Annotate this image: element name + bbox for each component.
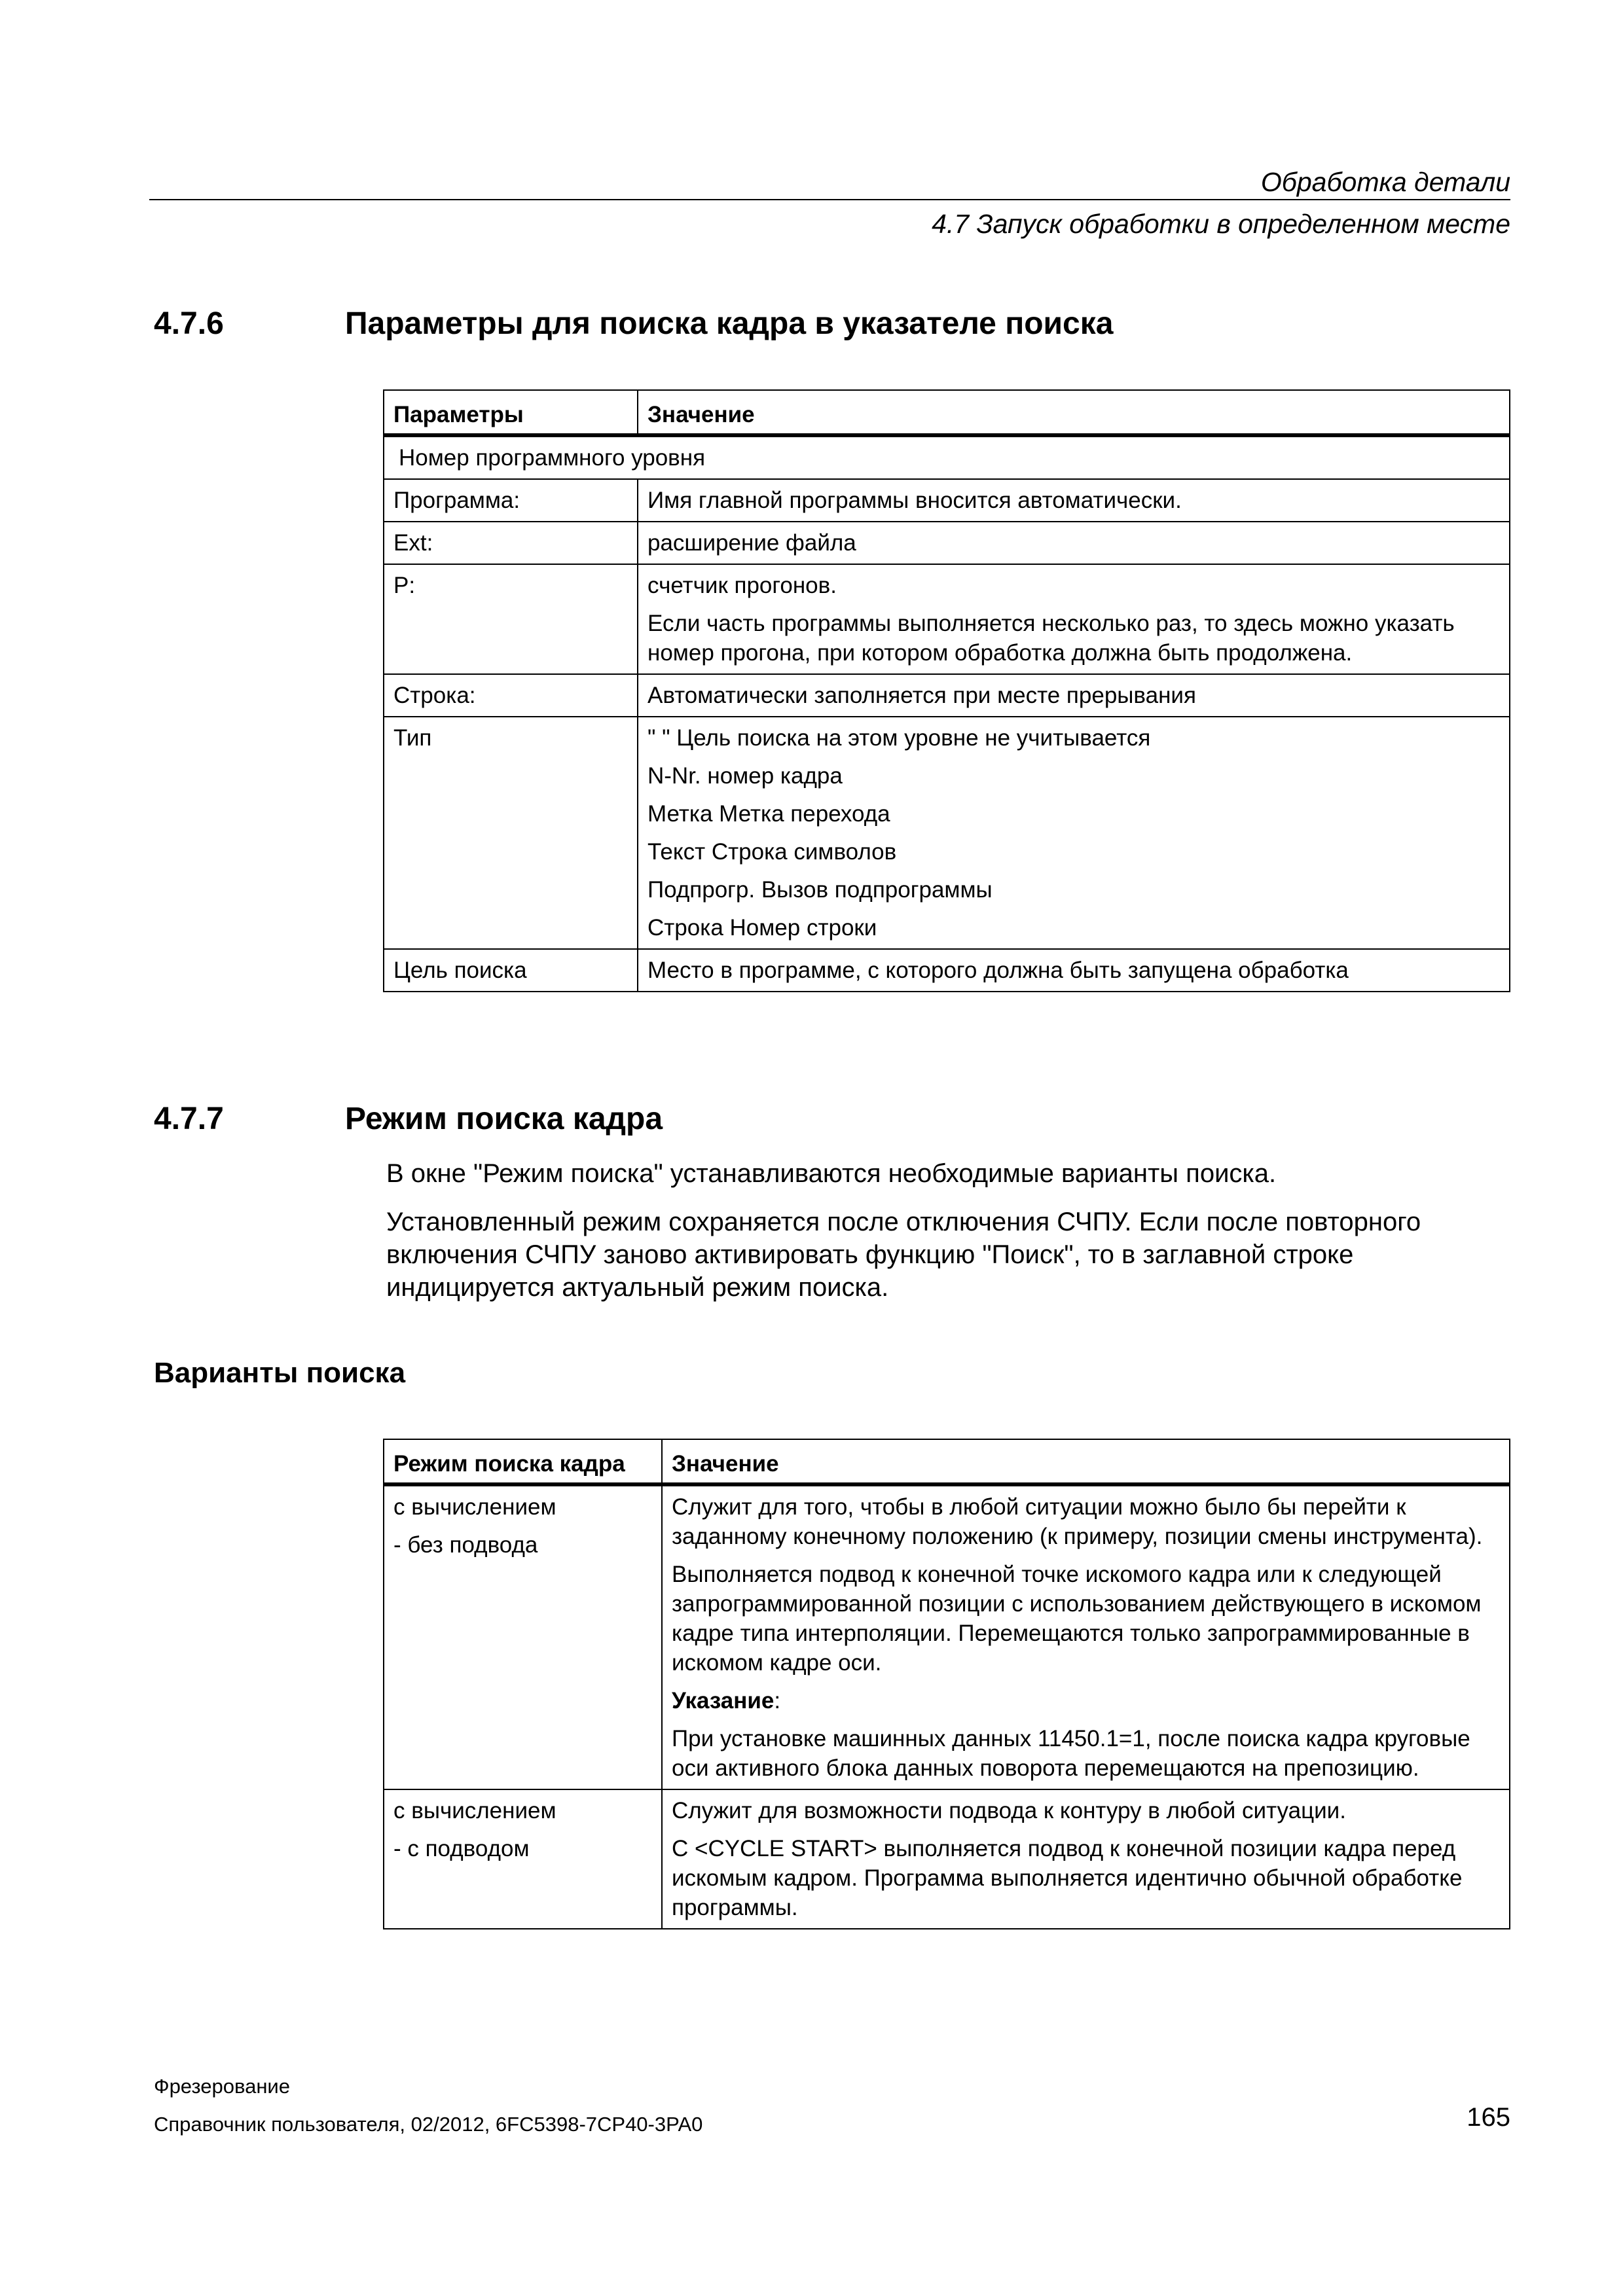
value-cell [638,674,1510,717]
value-cell [638,949,1510,992]
paragraph: В окне "Режим поиска" устанавливаются необходимые варианты поиска. [386,1159,1277,1188]
table-row [384,674,1510,717]
column-header-value: Значение [662,1439,1510,1484]
param-cell: P: [384,564,638,674]
table-row [384,1484,1510,1789]
mode-cell [384,1789,662,1929]
note-colon: : [774,1688,781,1713]
table-row [384,522,1510,564]
table-row [384,1789,1510,1929]
value-line: Текст Строка символов [647,839,897,865]
search-modes-table [383,1439,1510,1929]
paragraph: Установленный режим сохраняется после отключения СЧПУ. Если после повторного включения СЧПУ заново активировать функцию "Поиск", то в заглавной строке индицируется актуальный режим поиска. [386,1208,1421,1302]
value-cell [638,564,1510,674]
footer-product: Фрезерование [154,2075,290,2098]
value-line: Выполняется подвод к конечной точке искомого кадра или к следующей запрограммированной позиции с использованием действующего в искомом кадре типа интерполяции. Перемещаются только запрограммированные в искомом кадре оси. [672,1562,1482,1676]
value-line: Место в программе, с которого должна быть запущена обработка [647,958,1349,983]
column-header-parameters: Параметры [384,390,638,435]
note-line [672,1686,1500,1715]
mode-line: с вычислением [393,1494,556,1520]
section-477-body [386,1157,1512,1319]
table-row [384,949,1510,992]
column-header-value: Значение [638,390,1510,435]
page-number: 165 [1467,2103,1510,2132]
header-rule [149,199,1510,200]
param-cell: Программа: [384,479,638,522]
param-cell: Цель поиска [384,949,638,992]
parameters-table [383,389,1510,992]
table-row [384,479,1510,522]
value-line: " " Цель поиска на этом уровне не учитывается [647,725,1151,751]
value-cell [662,1484,1510,1789]
mode-line: - без подвода [393,1532,538,1558]
param-cell: Ext: [384,522,638,564]
param-cell: Строка: [384,674,638,717]
table-row [384,435,1510,479]
column-header-mode: Режим поиска кадра [384,1439,662,1484]
table-header-row [384,1439,1510,1484]
section-title: Параметры для поиска кадра в указателе поиска [345,306,1114,341]
note-text: При установке машинных данных 11450.1=1, после поиска кадра круговые оси активного блока данных поворота перемещаются на препозицию. [672,1726,1470,1781]
section-number: 4.7.6 [154,306,224,341]
value-line: Подпрогр. Вызов подпрограммы [647,877,993,903]
value-line: Служит для возможности подвода к контуру в любой ситуации. [672,1798,1346,1823]
value-line: Метка Метка перехода [647,801,890,827]
value-line: N-Nr. номер кадра [647,763,843,789]
value-cell [662,1789,1510,1929]
program-level-row: Номер программного уровня [384,435,1510,479]
mode-line: с вычислением [393,1798,556,1823]
footer-document: Справочник пользователя, 02/2012, 6FC5398-7CP40-3PA0 [154,2113,703,2136]
section-number: 4.7.7 [154,1102,224,1136]
table-row [384,717,1510,949]
mode-cell [384,1484,662,1789]
note-label: Указание [672,1688,775,1713]
value-line: Автоматически заполняется при месте прерывания [647,683,1196,708]
value-line: Если часть программы выполняется несколько раз, то здесь можно указать номер прогона, при котором обработка должна быть продолжена. [647,611,1455,666]
variants-heading: Варианты поиска [154,1357,406,1389]
running-header-chapter: Обработка детали [1260,167,1510,197]
value-line: расширение файла [647,530,856,556]
running-header-section: 4.7 Запуск обработки в определенном месте [932,209,1510,239]
value-line: счетчик прогонов. [647,573,837,598]
value-line: Имя главной программы вносится автоматически. [647,488,1182,513]
value-cell [638,479,1510,522]
value-line: Служит для того, чтобы в любой ситуации можно было бы перейти к заданному конечному положению (к примеру, позиции смены инструмента). [672,1494,1483,1549]
param-cell: Тип [384,717,638,949]
section-title: Режим поиска кадра [345,1102,663,1136]
value-line: Строка Номер строки [647,915,877,941]
mode-line: - с подводом [393,1836,530,1861]
value-line: С <CYCLE START> выполняется подвод к конечной позиции кадра перед искомым кадром. Программа выполняется идентично обычной обработке программы. [672,1836,1463,1920]
table-header-row [384,390,1510,435]
table-row [384,564,1510,674]
value-cell [638,522,1510,564]
value-cell [638,717,1510,949]
